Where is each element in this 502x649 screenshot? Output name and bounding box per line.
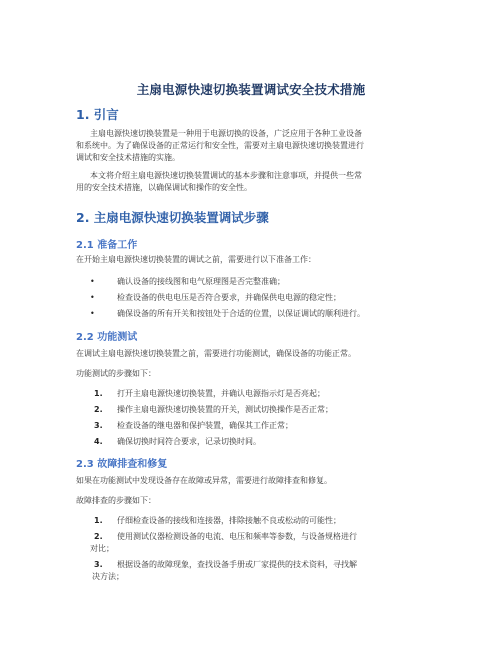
section-heading-introduction: 1. 引言 bbox=[76, 107, 119, 122]
list-number: 3. bbox=[94, 560, 103, 569]
list-item: 确保切换时间符合要求，记录切换时间。 bbox=[117, 437, 261, 446]
list-item-continuation: 对比； bbox=[90, 544, 114, 553]
list-item: 操作主扇电源快速切换装置的开关，测试切换操作是否正常； bbox=[117, 405, 333, 414]
subsection-heading-preparation: 2.1 准备工作 bbox=[76, 240, 138, 251]
bullet-icon: • bbox=[90, 293, 95, 302]
list-number: 4. bbox=[94, 437, 103, 446]
list-number: 3. bbox=[94, 421, 103, 430]
list-number: 2. bbox=[94, 532, 103, 541]
list-item: 仔细检查设备的接线和连接器，排除接触不良或松动的可能性； bbox=[117, 516, 341, 525]
bullet-icon: • bbox=[90, 309, 95, 318]
paragraph-line: 用的安全技术措施，以确保调试和操作的安全性。 bbox=[76, 183, 252, 192]
list-item: 根据设备的故障现象，查找设备手册或厂家提供的技术资料，寻找解 bbox=[117, 560, 357, 569]
document-title: 主扇电源快速切换装置调试安全技术措施 bbox=[136, 82, 366, 97]
paragraph-line: 调试和安全技术措施的实施。 bbox=[76, 153, 180, 162]
list-item: 检查设备的继电器和保护装置，确保其工作正常； bbox=[117, 421, 293, 430]
section-heading-steps: 2. 主扇电源快速切换装置调试步骤 bbox=[76, 210, 269, 225]
paragraph-line: 本文将介绍主扇电源快速切换装置调试的基本步骤和注意事项，并提供一些常 bbox=[90, 171, 362, 180]
list-item-continuation: 决方法； bbox=[92, 572, 124, 581]
list-item: 检查设备的供电电压是否符合要求，并确保供电电源的稳定性； bbox=[117, 293, 341, 302]
bullet-icon: • bbox=[90, 277, 95, 286]
paragraph-line: 和系统中。为了确保设备的正常运行和安全性，需要对主扇电源快速切换装置进行 bbox=[76, 141, 364, 150]
subsection-intro: 故障排查的步骤如下： bbox=[76, 496, 156, 505]
subsection-intro: 在开始主扇电源快速切换装置的调试之前，需要进行以下准备工作： bbox=[76, 255, 316, 264]
paragraph-line: 主扇电源快速切换装置是一种用于电源切换的设备，广泛应用于各种工业设备 bbox=[90, 129, 362, 138]
list-item: 打开主扇电源快速切换装置，并确认电源指示灯是否亮起； bbox=[117, 389, 325, 398]
list-item: 使用测试仪器检测设备的电流、电压和频率等参数，与设备规格进行 bbox=[117, 532, 357, 541]
list-number: 1. bbox=[94, 516, 103, 525]
list-item: 确保设备的所有开关和按钮处于合适的位置，以保证调试的顺利进行。 bbox=[117, 309, 365, 318]
list-number: 1. bbox=[94, 389, 103, 398]
subsection-heading-function-test: 2.2 功能测试 bbox=[76, 332, 138, 343]
list-number: 2. bbox=[94, 405, 103, 414]
subsection-heading-troubleshooting: 2.3 故障排查和修复 bbox=[76, 459, 168, 470]
subsection-intro: 功能测试的步骤如下： bbox=[76, 369, 156, 378]
subsection-intro: 如果在功能测试中发现设备存在故障或异常，需要进行故障排查和修复。 bbox=[76, 476, 332, 485]
list-item: 确认设备的接线图和电气原理图是否完整准确； bbox=[117, 277, 285, 286]
subsection-intro: 在调试主扇电源快速切换装置之前，需要进行功能测试，确保设备的功能正常。 bbox=[76, 349, 356, 358]
